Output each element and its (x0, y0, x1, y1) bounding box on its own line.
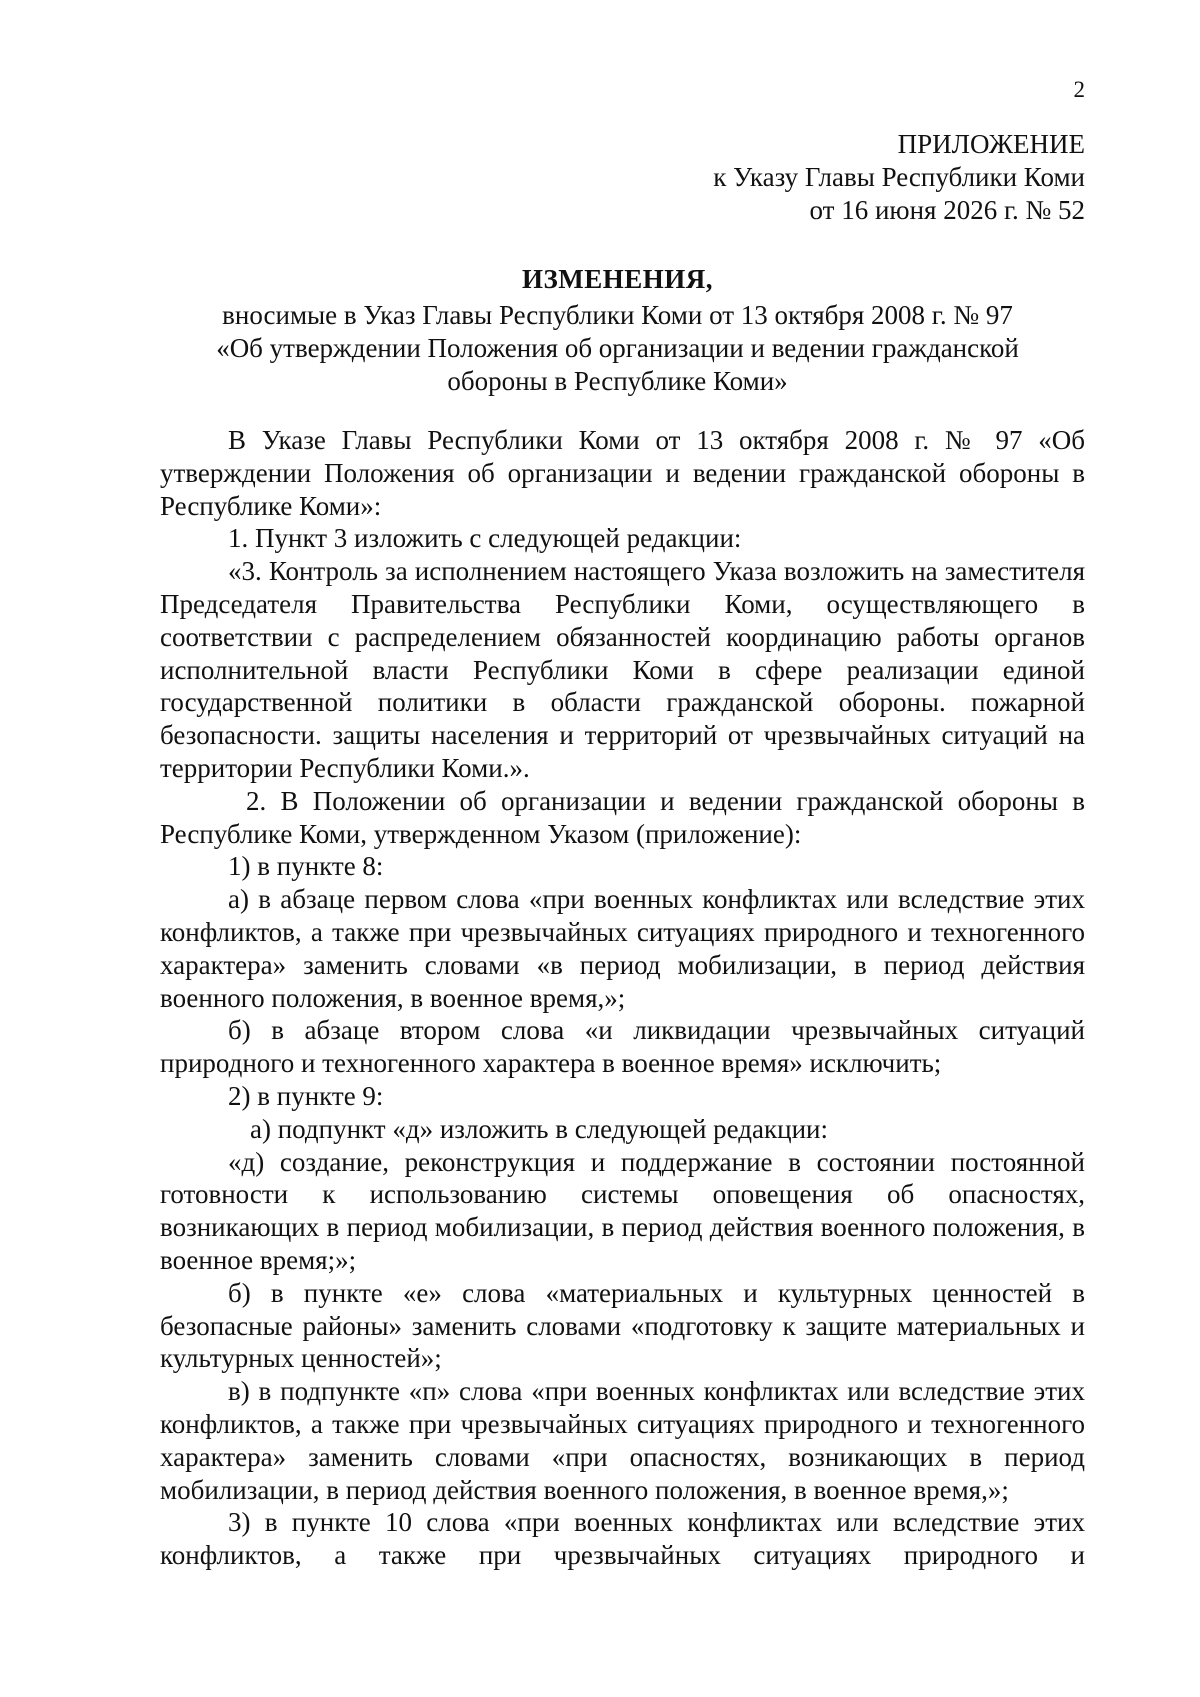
paragraph-subitem-2a-text: «д) создание, реконструкция и поддержание в состоянии постоянной готовности к использованию системы оповещения об опасностях, возникающих в период мобилизации, в период действия военного положения, в военное время;»; (160, 1146, 1085, 1275)
paragraph-subitem-1a: а) в абзаце первом слова «при военных конфликтах или вследствие этих конфликтов, а также при чрезвычайных ситуациях природного и техногенного характера» заменить словами «в период мобилизации, в период действия военного положения, в военное время,»; (160, 884, 1085, 1013)
appendix-title: ПРИЛОЖЕНИЕ (897, 129, 1085, 159)
paragraph-subitem-2v: в) в подпункте «п» слова «при военных конфликтах или вследствие этих конфликтов, а также при чрезвычайных ситуациях природного и техногенного характера» заменить словами «при опасностях, возникающих в период мобилизации, в период действия военного положения, в военное время,»; (160, 1376, 1085, 1505)
page-number: 2 (1073, 77, 1085, 102)
paragraph-subitem-2a: а) подпункт «д» изложить в следующей редакции: (250, 1113, 828, 1144)
appendix-date: от 16 июня 2026 г. № 52 (809, 195, 1085, 225)
heading-title: ИЗМЕНЕНИЯ, (521, 264, 713, 294)
paragraph-subitem-1: 1) в пункте 8: (228, 851, 384, 882)
appendix-reference: к Указу Главы Республики Коми (713, 162, 1085, 192)
heading-line-2: «Об утверждении Положения об организации и ведении гражданской (216, 333, 1019, 363)
paragraph-item-1: 1. Пункт 3 изложить с следующей редакции: (228, 523, 742, 554)
document-body (160, 424, 1085, 1572)
heading-line-3: обороны в Республике Коми» (447, 366, 788, 396)
document-heading (150, 263, 1085, 398)
paragraph-item-1-text: «3. Контроль за исполнением настоящего Указа возложить на заместителя Председателя Правительства Республики Коми, осуществляющего в соответствии с распределением обязанностей координацию работы органов исполнительной власти Республики Коми в сфере реализации единой государственной политики в области гражданской обороны. пожарной безопасности. защиты населения и территорий от чрезвычайных ситуаций на территории Республики Коми.». (160, 556, 1085, 783)
paragraph-item-2: 2. В Положении об организации и ведении гражданской обороны в Республике Коми, утвержденном Указом (приложение): (160, 785, 1085, 849)
paragraph-subitem-1b: б) в абзаце втором слова «и ликвидации чрезвычайных ситуаций природного и техногенного характера в военное время» исключить; (160, 1015, 1085, 1079)
paragraph-intro: В Указе Главы Республики Коми от 13 октября 2008 г. № 97 «Об утверждении Положения об организации и ведении гражданской обороны в Республике Коми»: (160, 425, 1085, 521)
heading-line-1: вносимые в Указ Главы Республики Коми от 13 октября 2008 г. № 97 (222, 300, 1013, 330)
paragraph-subitem-2b: б) в пункте «е» слова «материальных и культурных ценностей в безопасные районы» заменить словами «подготовку к защите материальных и культурных ценностей»; (160, 1277, 1085, 1374)
appendix-block (713, 128, 1085, 227)
paragraph-subitem-3: 3) в пункте 10 слова «при военных конфликтах или вследствие этих конфликтов, а также при чрезвычайных ситуациях природного и (160, 1507, 1085, 1571)
paragraph-subitem-2: 2) в пункте 9: (228, 1080, 384, 1111)
